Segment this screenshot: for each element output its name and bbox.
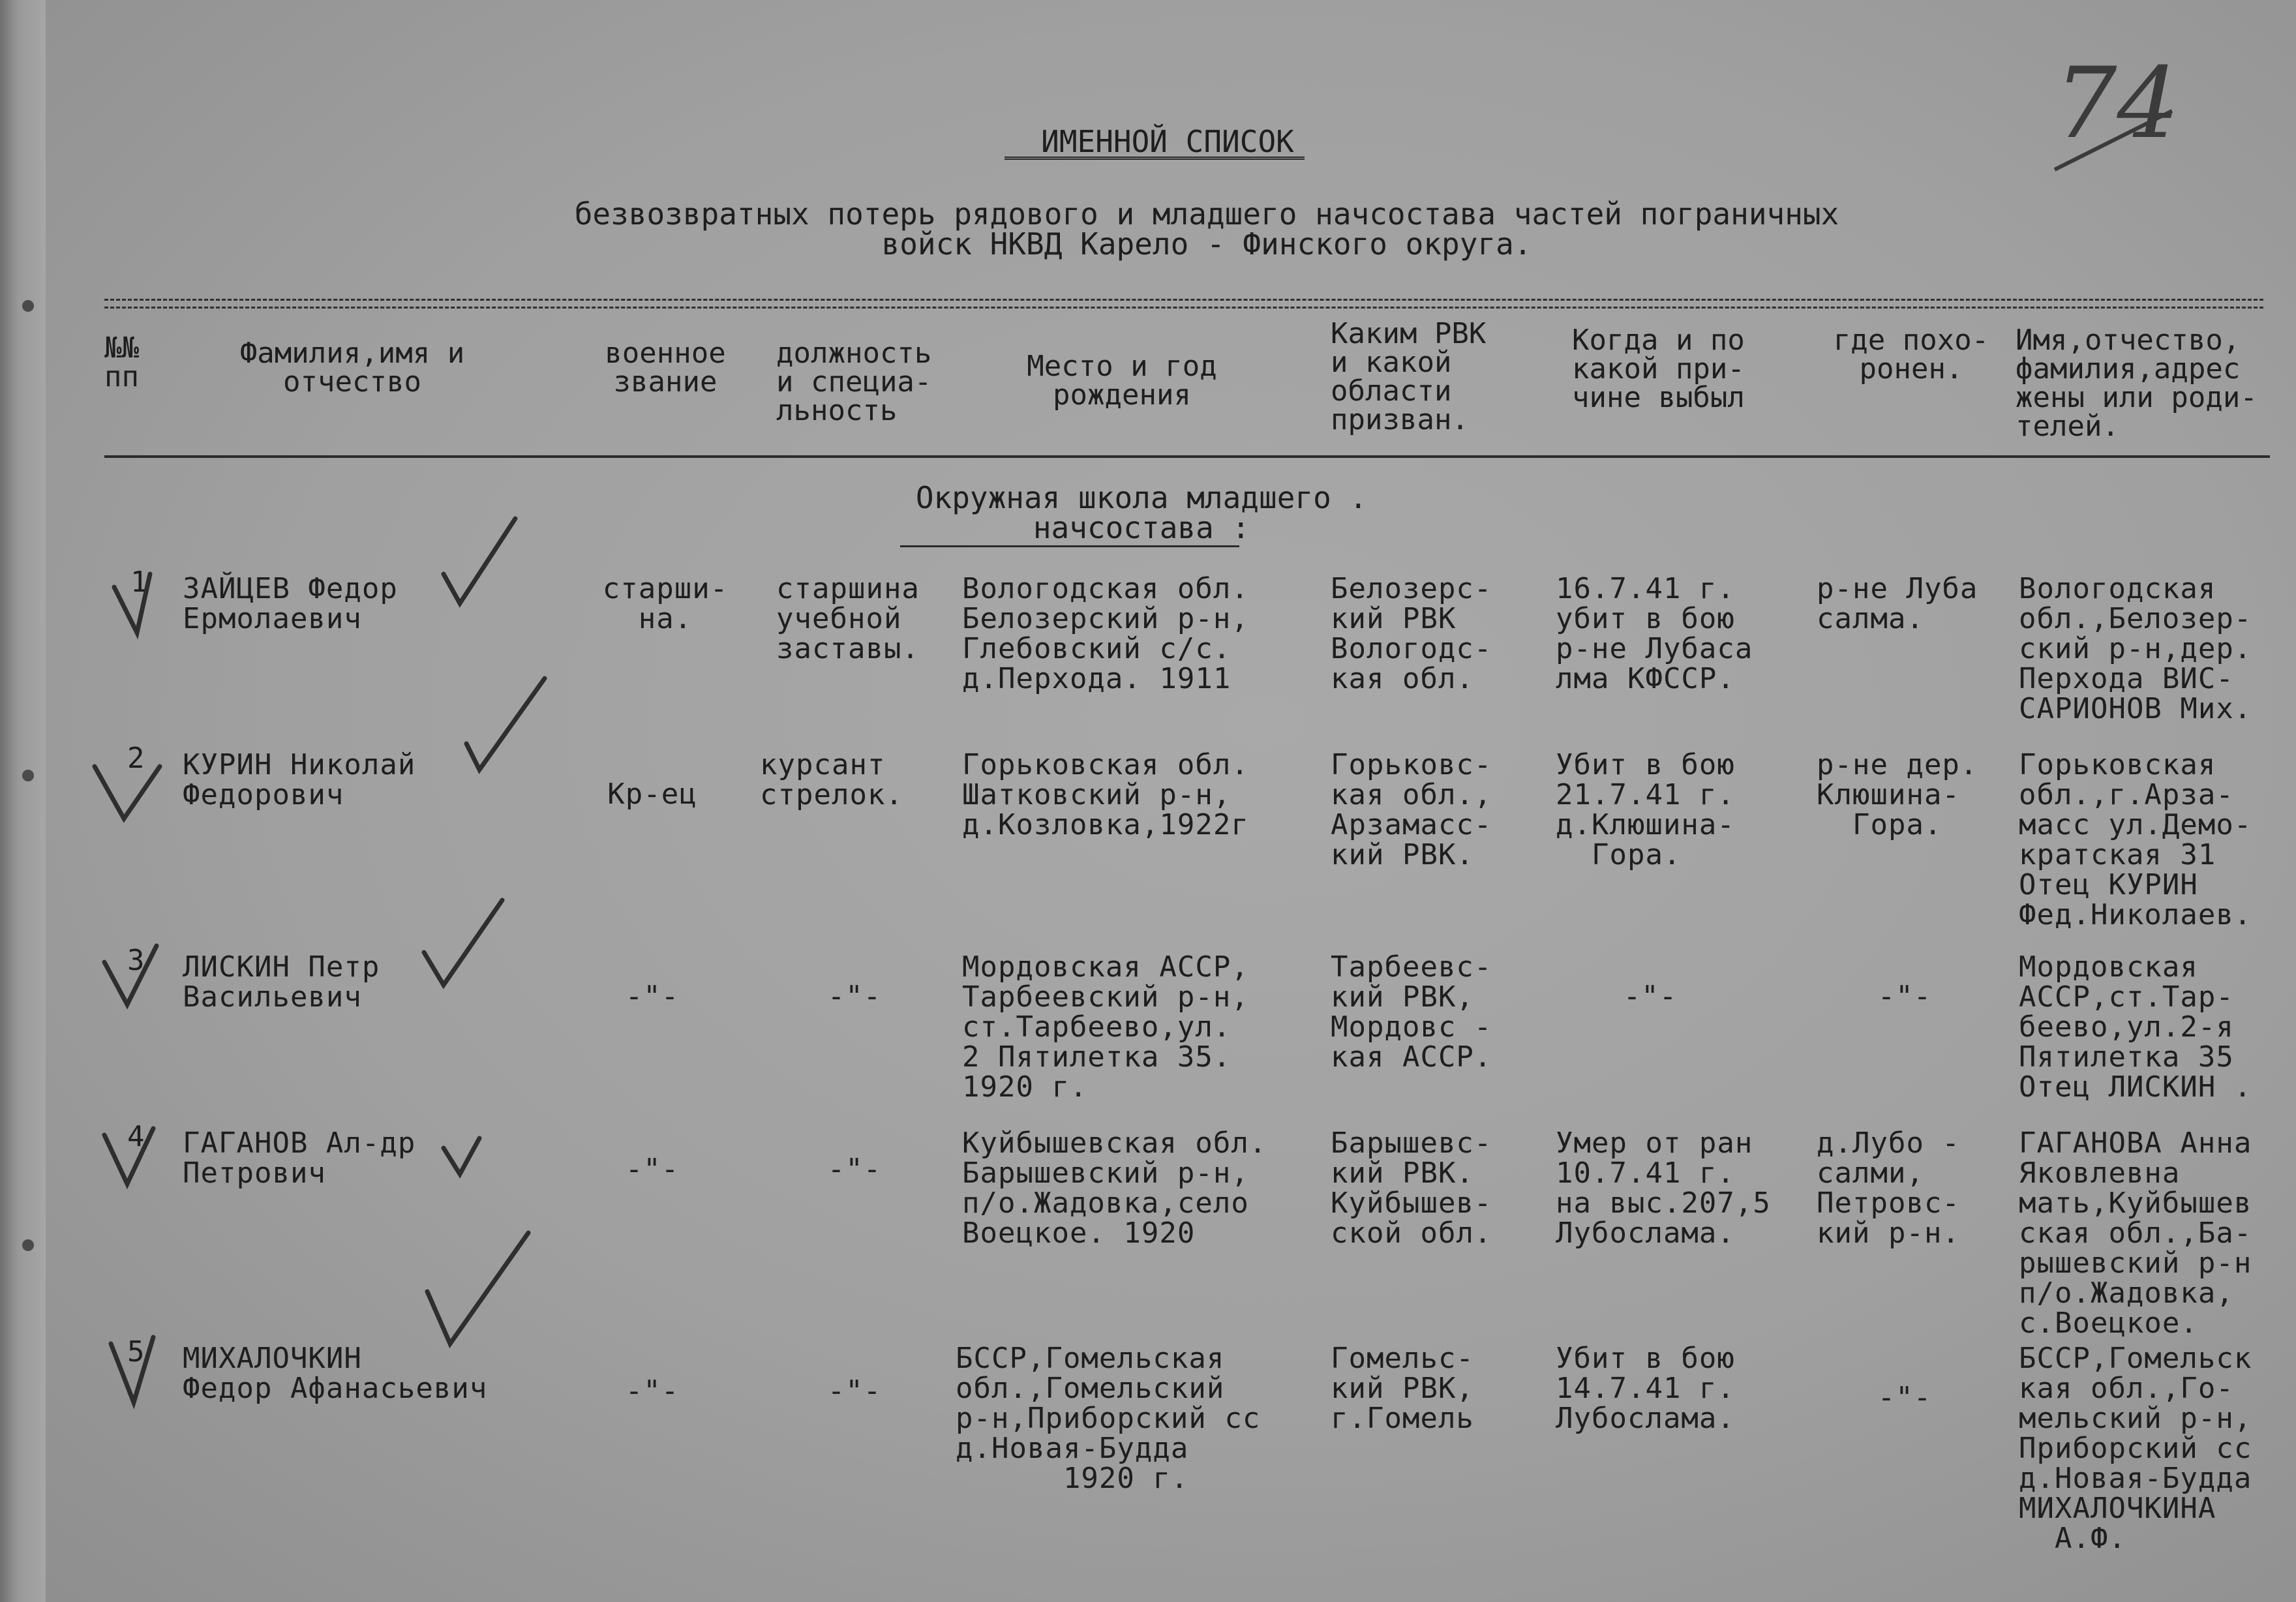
col-header-num: №№ пп bbox=[104, 331, 139, 393]
row-rank: -"- bbox=[625, 1374, 680, 1408]
row-position: курсант стрелок. bbox=[760, 748, 903, 811]
document-title: ИМЕННОЙ СПИСОК bbox=[1041, 124, 1294, 159]
row-name: ЗАЙЦЕВ Федор Ермолаевич bbox=[183, 572, 398, 635]
row-rvk: Барышевс- кий РВК. Куйбышев- ской обл. bbox=[1331, 1126, 1492, 1250]
row-when: 16.7.41 г. убит в бою р-не Лубаса лма КФССР. bbox=[1556, 572, 1753, 695]
row-rvk: Горьковс- кая обл., Арзамасс- кий РВК. bbox=[1331, 748, 1492, 871]
row-number: 5 bbox=[127, 1335, 145, 1368]
row-number: 3 bbox=[127, 944, 145, 977]
checkmark-icon bbox=[104, 946, 157, 1005]
svg-text:74: 74 bbox=[2055, 47, 2179, 160]
checkmark-icon bbox=[104, 1128, 153, 1184]
col-header-rank: военное звание bbox=[605, 337, 726, 399]
subtitle-line-2: войск НКВД Карело - Финского округа. bbox=[881, 226, 1532, 262]
row-birth: БССР,Гомельская обл.,Гомельский р-н,Приборский сс д.Новая-Будда 1920 г. bbox=[956, 1342, 1261, 1495]
col-header-buried: где похо- ронен. bbox=[1833, 324, 1989, 385]
row-birth: Мордовская АССР, Тарбеевский р-н, ст.Тарбеево,ул. 2 Пятилетка 35. 1920 г. bbox=[962, 950, 1249, 1104]
row-number: 2 bbox=[127, 742, 145, 775]
row-when: Убит в бою 14.7.41 г. Лубослама. bbox=[1556, 1342, 1735, 1435]
row-relatives: БССР,Гомельск кая обл.,Го- мельский р-н, Приборский сс д.Новая-Будда МИХАЛОЧКИНА А.Ф. bbox=[2019, 1342, 2252, 1555]
row-rank: старши- на. bbox=[602, 572, 729, 635]
row-when: Убит в бою 21.7.41 г. д.Клюшина- Гора. bbox=[1556, 748, 1735, 871]
col-header-when: Когда и по какой при- чине выбыл bbox=[1572, 324, 1745, 414]
col-header-name: Фамилия,имя и отчество bbox=[239, 337, 465, 399]
row-birth: Вологодская обл. Белозерский р-н, Глебовский с/с. д.Перхода. 1911 bbox=[962, 572, 1249, 695]
row-buried: р-не дер. Клюшина- Гора. bbox=[1817, 748, 1978, 841]
row-buried: р-не Луба салма. bbox=[1817, 572, 1978, 635]
row-name: МИХАЛОЧКИН Федор Афанасьевич bbox=[183, 1342, 488, 1405]
row-relatives: ГАГАНОВА Анна Яковлевна мать,Куйбышев ская обл.,Ба- рышевский р-н п/о.Жадовка, с.Воецкое. bbox=[2019, 1126, 2252, 1340]
checkmark-icon bbox=[95, 766, 160, 819]
subtitle-line-1: безвозвратных потерь рядового и младшего начсостава частей пограничных bbox=[574, 196, 1839, 232]
col-header-rvk: Каким РВК и какой области призван. bbox=[1331, 317, 1487, 436]
row-buried: д.Лубо - салми, Петровс- кий р-н. bbox=[1817, 1126, 1960, 1250]
row-when: Умер от ран 10.7.41 г. на выс.207,5 Лубослама. bbox=[1556, 1126, 1771, 1250]
row-buried: -"- bbox=[1877, 980, 1932, 1013]
checkmark-icon bbox=[444, 1138, 479, 1174]
row-relatives: Мордовская АССР,ст.Тар- беево,ул.2-я Пятилетка 35 Отец ЛИСКИН . bbox=[2019, 950, 2252, 1104]
row-rvk: Гомельс- кий РВК, г.Гомель bbox=[1331, 1342, 1474, 1435]
row-name: КУРИН Николай Федорович bbox=[183, 748, 416, 811]
row-rank: Кр-ец bbox=[607, 778, 697, 811]
row-when: -"- bbox=[1623, 980, 1678, 1013]
checkmark-icon bbox=[466, 678, 545, 770]
row-birth: Горьковская обл. Шатковский р-н, д.Козловка,1922г bbox=[962, 748, 1249, 841]
checkmark-icon bbox=[427, 1233, 528, 1344]
row-number: 1 bbox=[130, 566, 149, 599]
row-position: -"- bbox=[827, 1374, 882, 1408]
checkmark-icon bbox=[444, 519, 515, 603]
row-position: -"- bbox=[827, 1153, 882, 1186]
row-rank: -"- bbox=[625, 980, 680, 1013]
row-rank: -"- bbox=[625, 1153, 680, 1186]
row-number: 4 bbox=[127, 1120, 145, 1153]
row-name: ЛИСКИН Петр Васильевич bbox=[183, 950, 380, 1014]
checkmark-icon bbox=[111, 1337, 153, 1402]
col-header-relatives: Имя,отчество, фамилия,адрес жены или роди- телей. bbox=[2016, 324, 2258, 443]
checkmark-icon bbox=[424, 900, 502, 985]
col-header-birth: Место и год рождения bbox=[1027, 350, 1217, 412]
row-buried: -"- bbox=[1877, 1381, 1932, 1414]
col-header-position: должность и специа- льность bbox=[776, 337, 932, 427]
row-position: старшина учебной заставы. bbox=[776, 572, 920, 665]
row-rvk: Белозерс- кий РВК Вологодс- кая обл. bbox=[1331, 572, 1492, 695]
checkmark-icon bbox=[114, 574, 150, 633]
row-name: ГАГАНОВ Ал-др Петрович bbox=[183, 1126, 416, 1190]
section-title: Окружная школа младшего . начсостава : bbox=[915, 480, 1368, 545]
row-position: -"- bbox=[827, 980, 882, 1013]
row-relatives: Вологодская обл.,Белозер- ский р-н,дер. Перхода ВИС- САРИОНОВ Мих. bbox=[2019, 572, 2252, 725]
row-relatives: Горьковская обл.,г.Арза- масс ул.Демо- кратская 31 Отец КУРИН Фед.Николаев. bbox=[2019, 748, 2252, 931]
row-birth: Куйбышевская обл. Барышевский р-н, п/о.Жадовка,село Воецкое. 1920 bbox=[962, 1126, 1267, 1250]
row-rvk: Тарбеевс- кий РВК, Мордовс - кая АССР. bbox=[1331, 950, 1492, 1074]
